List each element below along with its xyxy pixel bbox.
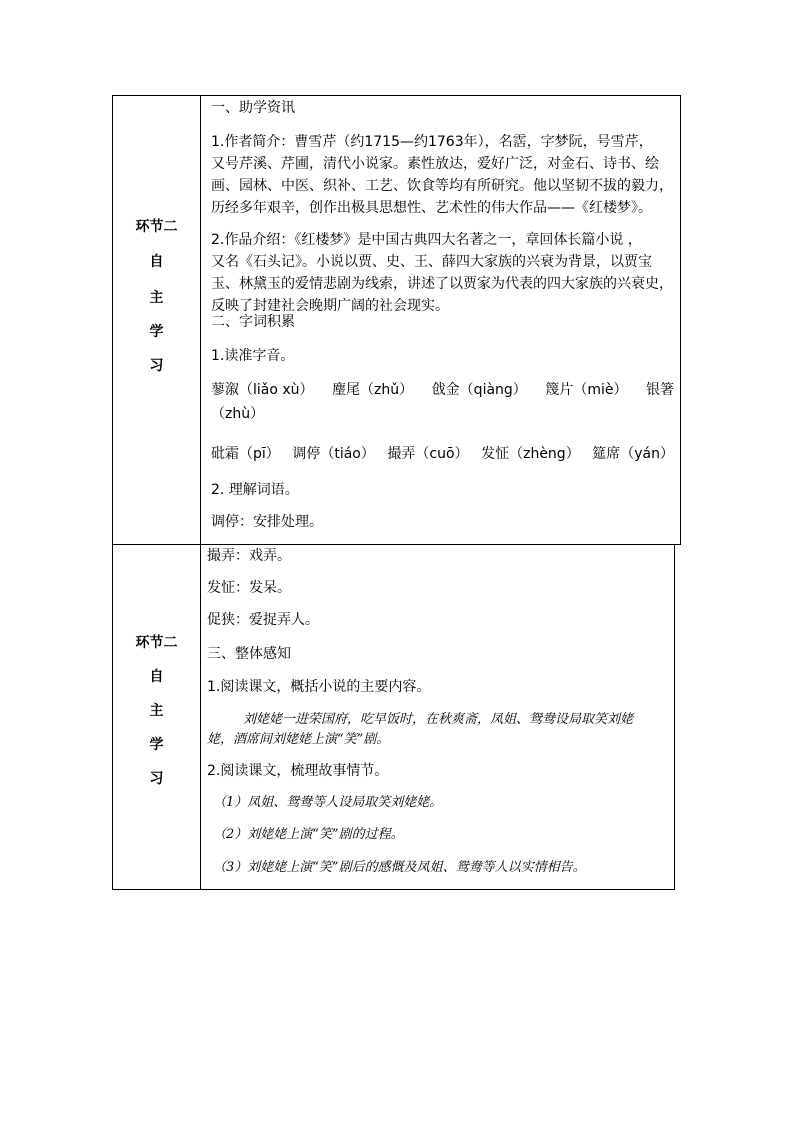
author-intro-line: 1.作者简介：曹雪芹（约1715—约1763年），名霑，字梦阮，号雪芹，: [211, 134, 653, 150]
word-pinyin: 撮弄（cuō）: [387, 446, 469, 462]
plot-item: （3）刘姥姥上演“笑”剧后的感慨及凤姐、鸳鸯等人以实情相告。: [213, 860, 586, 875]
work-intro-line: 2.作品介绍：《红楼梦》是中国古典四大名著之一，章回体长篇小说 ，: [211, 232, 642, 248]
side-label-line: 学: [149, 737, 164, 753]
word-pinyin: 蓼溆（liǎo xù）: [211, 382, 314, 398]
table-section-1: [112, 95, 681, 545]
section-heading: 一、助学资讯: [211, 100, 295, 116]
section-heading: 三、整体感知: [207, 646, 291, 662]
word-pinyin: 麈尾（zhǔ）: [332, 382, 414, 398]
side-label-line: 学: [149, 324, 164, 340]
side-label-line: 自: [149, 669, 164, 685]
side-label-line: 环节二: [135, 219, 178, 235]
word-pinyin: （zhù）: [211, 406, 265, 422]
word-pinyin: 戗金（qiàng）: [431, 382, 527, 398]
word-pinyin: 银箸: [645, 382, 674, 398]
word-pinyin: 篾片（miè）: [545, 382, 628, 398]
plot-item: （1）凤姐、鸳鸯等人设局取笑刘姥姥。: [213, 795, 443, 810]
question-text: 1.阅读课文，概括小说的主要内容。: [207, 679, 431, 695]
author-intro-line: 画、园林、中医、织补、工艺、饮食等均有所研究。他以坚韧不拔的毅力，: [211, 178, 673, 194]
word-pinyin: 发怔（zhèng）: [481, 446, 580, 462]
side-label-column: [113, 545, 201, 889]
word-pinyin: 砒霜（pī）: [211, 446, 280, 462]
pronunciation-row: [211, 380, 674, 400]
word-pinyin: 筵席（yán）: [592, 446, 674, 462]
author-intro-line: 历经多年艰辛，创作出极具思想性、艺术性的伟大作品——《红楼梦》。: [211, 200, 652, 216]
word-pinyin: 调停（tiáo）: [292, 446, 375, 462]
side-label-line: 主: [149, 703, 164, 719]
answer-line: 刘姥姥一进荣国府，吃早饭时，在秋爽斋，凤姐、鸳鸯设局取笑刘姥: [243, 712, 634, 727]
content-cell: [211, 96, 674, 544]
instruction-text: 1.读准字音。: [211, 348, 295, 364]
instruction-text: 2. 理解词语。: [211, 482, 299, 498]
side-label-line: 主: [149, 290, 164, 306]
content-cell: [207, 545, 668, 889]
side-label-line: 自: [149, 254, 164, 270]
work-intro-line: 又名《石头记》。小说以贾、史、王、薛四大家族的兴衰为背景，以贾宝: [211, 254, 652, 270]
author-intro-line: 又号芹溪、芹圃，清代小说家。素性放达，爱好广泛，对金石、诗书、绘: [211, 156, 659, 172]
definition-text: 促狭：爱捉弄人。: [207, 612, 319, 628]
definition-text: 撮弄：戏弄。: [207, 548, 291, 564]
table-section-2: [112, 544, 675, 890]
side-label-line: 环节二: [135, 635, 178, 651]
definition-text: 发怔：发呆。: [207, 580, 291, 596]
work-intro-line: 玉、林黛玉的爱情悲剧为线索，讲述了以贾家为代表的四大家族的兴衰史，: [211, 276, 673, 292]
plot-item: （2）刘姥姥上演“笑”剧的过程。: [213, 827, 404, 842]
definition-text: 调停：安排处理。: [211, 514, 323, 530]
side-label-line: 习: [149, 771, 164, 787]
side-label-line: 习: [149, 358, 164, 374]
work-intro-line: 反映了封建社会晚期广阔的社会现实。: [211, 298, 449, 314]
answer-line: 姥，酒席间刘姥姥上演“笑”剧。: [207, 732, 390, 747]
side-label-column: [113, 96, 201, 544]
question-text: 2.阅读课文，梳理故事情节。: [207, 763, 389, 779]
pronunciation-row: [211, 444, 674, 464]
section-heading: 二、字词积累: [211, 314, 295, 330]
